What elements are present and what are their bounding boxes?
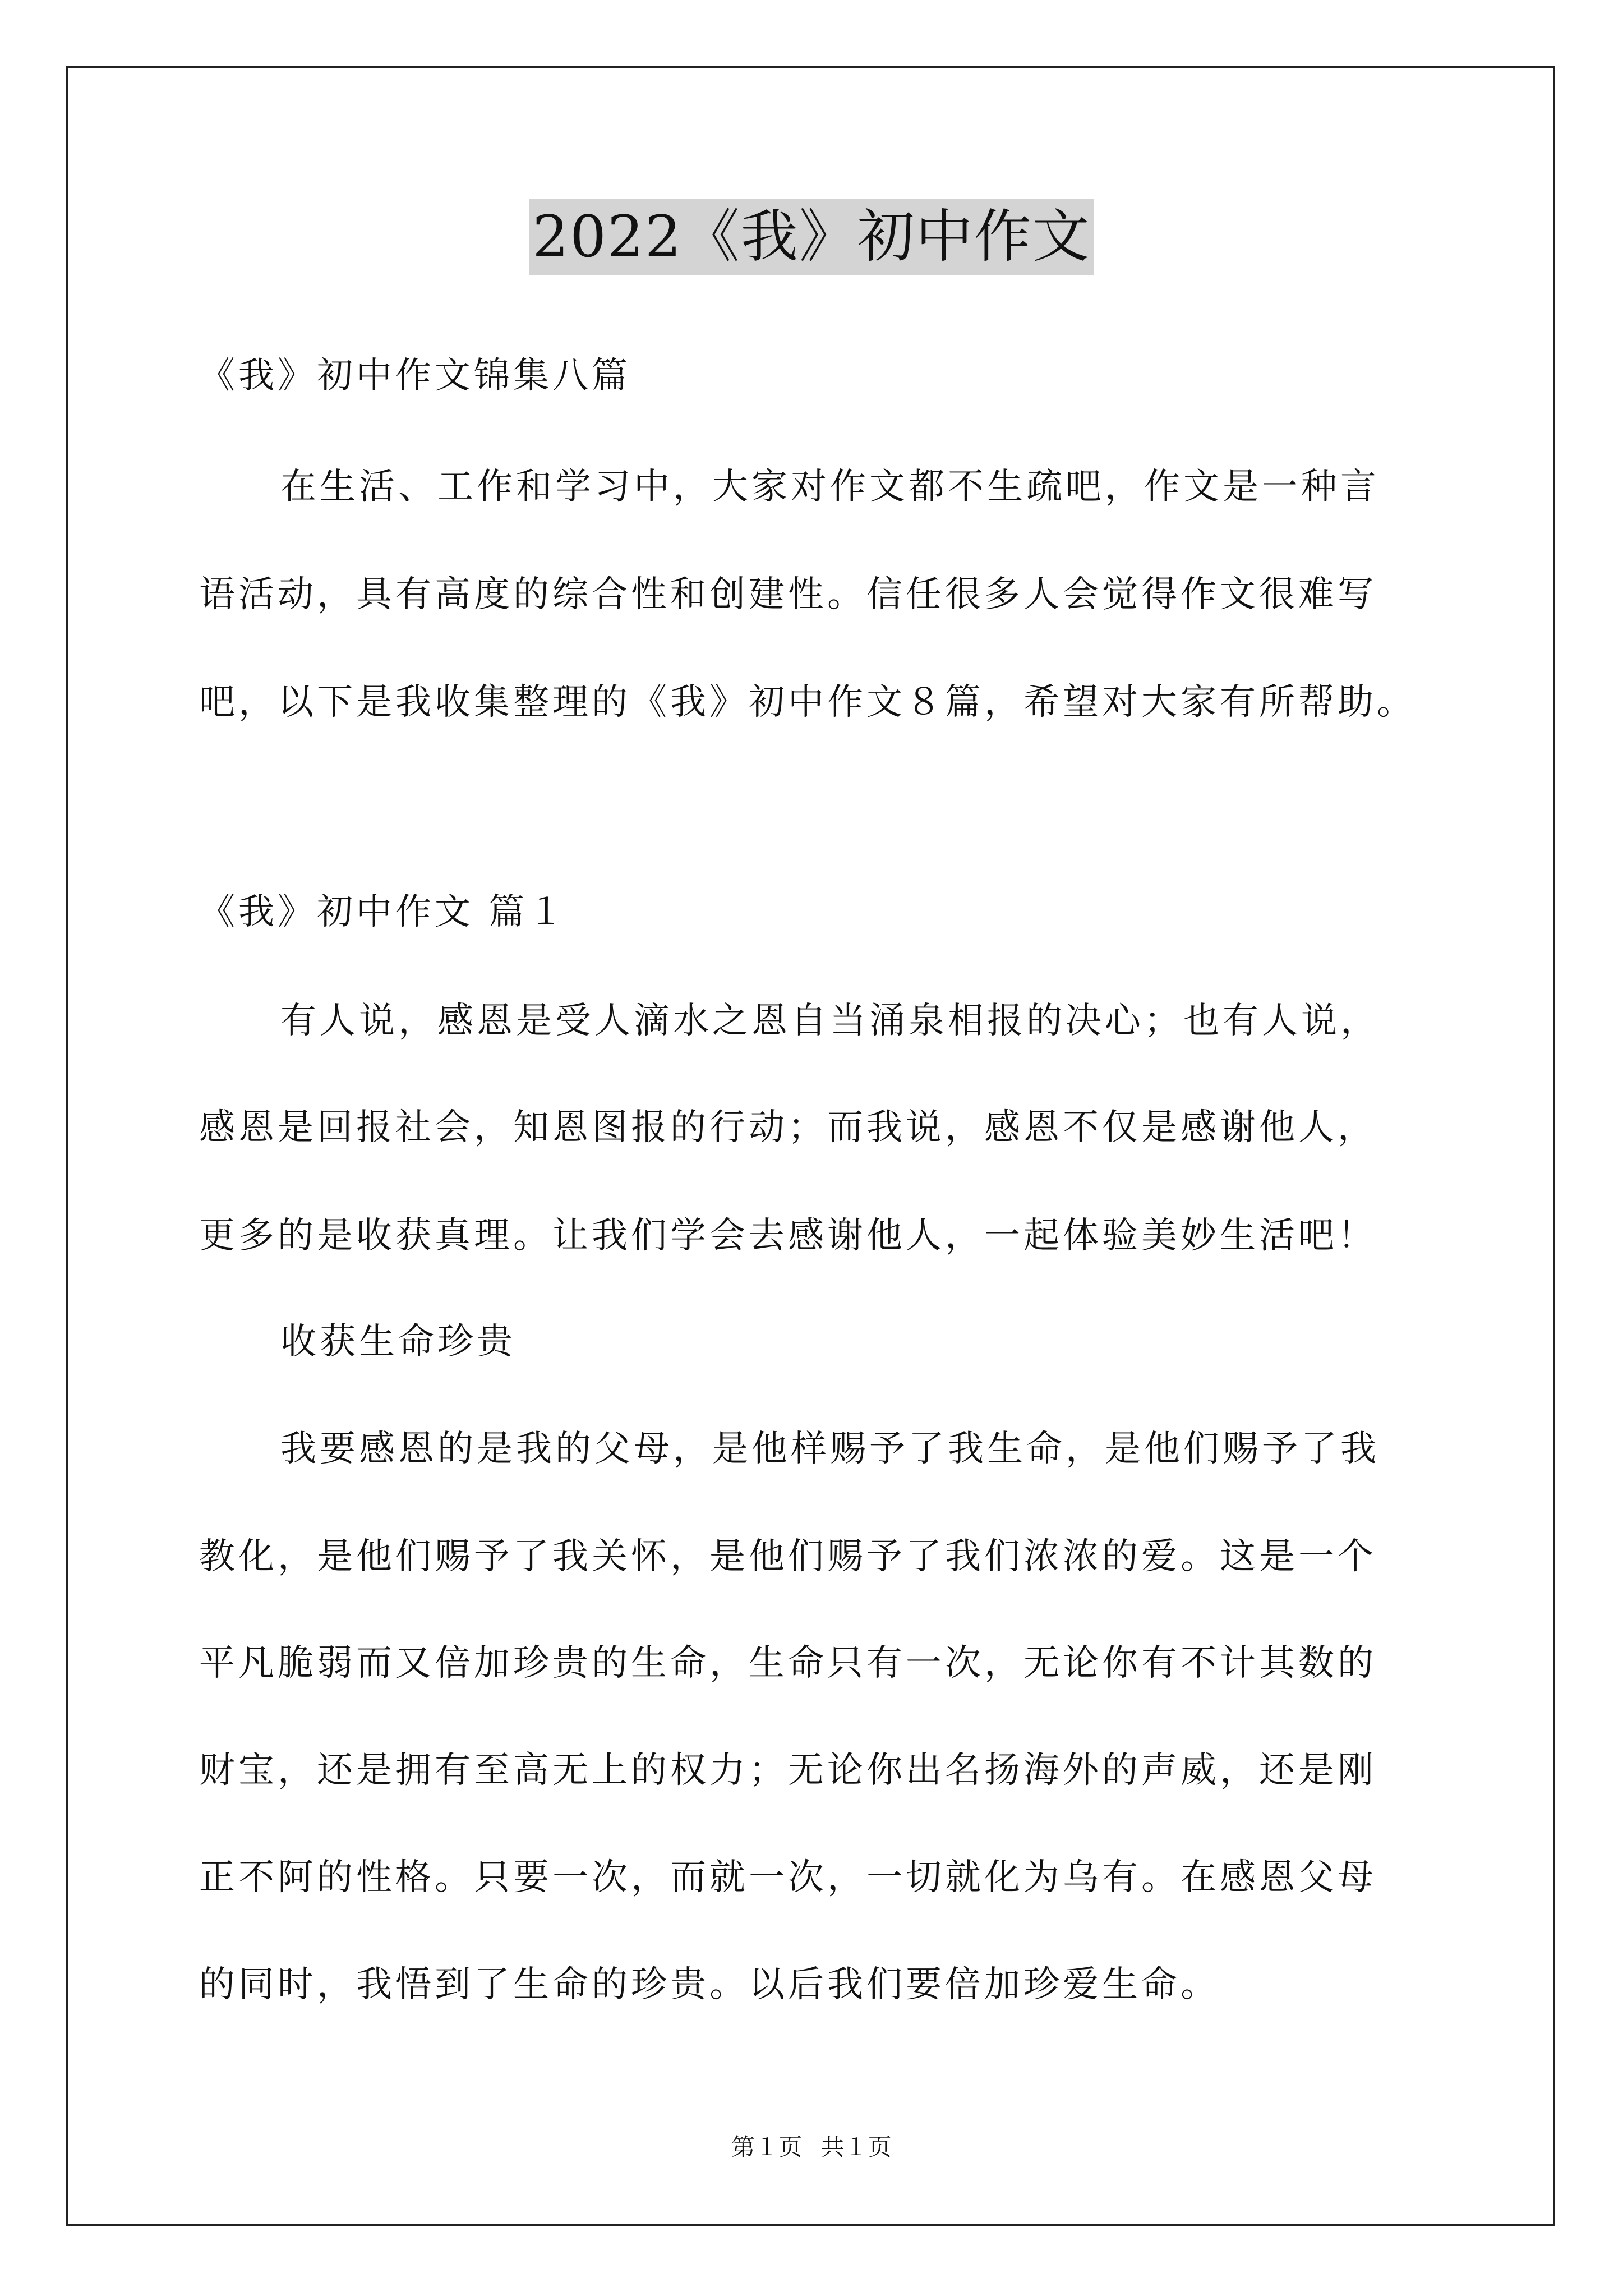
document-subtitle: 《我》初中作文锦集八篇	[199, 355, 631, 397]
para2-line-1: 我要感恩的是我的父母，是他样赐予了我生命，是他们赐予了我	[280, 1428, 1380, 1470]
para2-line-4: 财宝，还是拥有至高无上的权力；无论你出名扬海外的声威，还是刚	[199, 1750, 1377, 1791]
intro-line-2: 语活动，具有高度的综合性和创建性。信任很多人会觉得作文很难写	[199, 574, 1377, 615]
subheading: 收获生命珍贵	[280, 1321, 516, 1363]
para2-line-2: 教化，是他们赐予了我关怀，是他们赐予了我们浓浓的爱。这是一个	[199, 1536, 1377, 1577]
para2-line-5: 正不阿的性格。只要一次，而就一次，一切就化为乌有。在感恩父母	[199, 1857, 1377, 1898]
para1-line-2: 感恩是回报社会，知恩图报的行动；而我说，感恩不仅是感谢他人，	[199, 1107, 1377, 1148]
para1-line-3: 更多的是收获真理。让我们学会去感谢他人，一起体验美妙生活吧！	[199, 1215, 1377, 1257]
intro-line-3: 吧，以下是我收集整理的《我》初中作文８篇，希望对大家有所帮助。	[199, 682, 1416, 723]
para2-line-3: 平凡脆弱而又倍加珍贵的生命，生命只有一次，无论你有不计其数的	[199, 1642, 1377, 1684]
title-wrap	[0, 199, 1623, 275]
document-title: 2022《我》初中作文	[529, 199, 1094, 275]
para2-line-6: 的同时，我悟到了生命的珍贵。以后我们要倍加珍爱生命。	[199, 1964, 1220, 2005]
page-footer	[0, 2132, 1623, 2163]
section-heading: 《我》初中作文 篇１	[199, 891, 568, 933]
page-number: 第１页	[731, 2133, 803, 2161]
page-total: 共１页	[820, 2133, 892, 2161]
intro-line-1: 在生活、工作和学习中，大家对作文都不生疏吧，作文是一种言	[280, 466, 1380, 508]
para1-line-1: 有人说，感恩是受人滴水之恩自当涌泉相报的决心；也有人说，	[280, 1000, 1380, 1042]
